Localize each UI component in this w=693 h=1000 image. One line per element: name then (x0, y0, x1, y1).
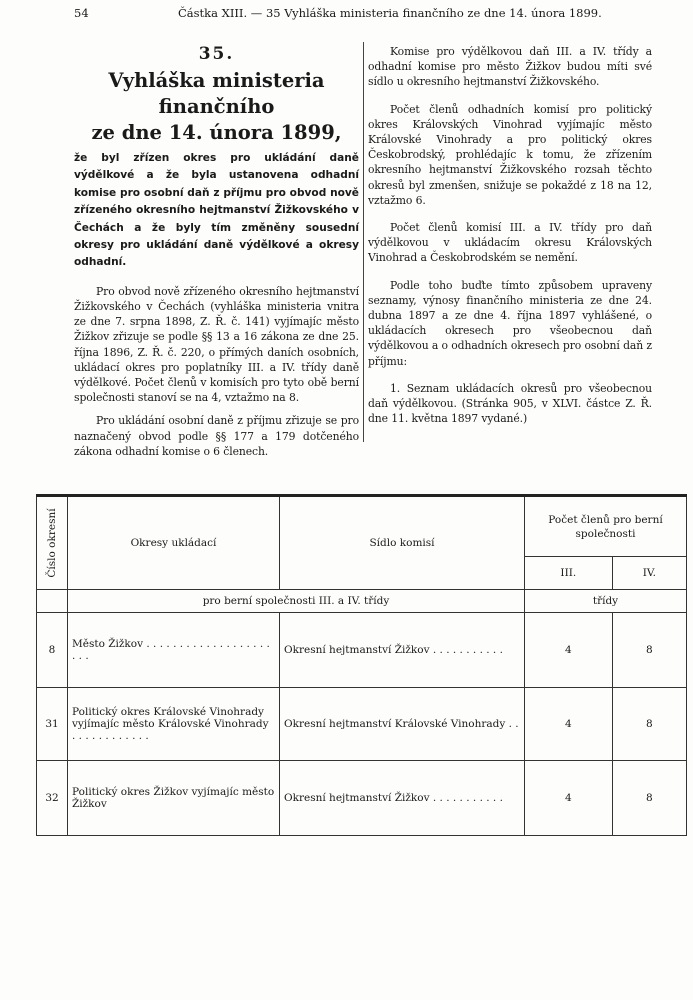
row-okres: Politický okres Žižkov vyjímajíc město Žižkov (68, 761, 280, 836)
left-paragraph-1: Pro obvod nově zřízeného okresního hejtmanství Žižkovského v Čechách (vyhláška ministeria vnitra ze dne 7. srpna 1898, Z. Ř. č. 141) vyjímajíc město Žižkov zřizuje se podle §§ 13 a 16 zákona ze dne 25. října 1896, Z. Ř. č. 220, o přímých daních osobních, ukládací okres pro poplatníky III. a IV. třídy daně výdělkové. Počet členů v komisích pro tyto obě berní společnosti stanoví se na 4, vztažmo na 8. (74, 284, 359, 405)
right-paragraph-1: Komise pro výdělkovou daň III. a IV. třídy a odhadní komise pro město Žižkov budou míti své sídlo u okresního hejtmanství Žižkovského. (368, 45, 652, 89)
header-sidlo: Sídlo komisí (280, 496, 525, 590)
row-number: 32 (37, 761, 68, 836)
header-cislo-label: Číslo okresní (46, 508, 58, 578)
decree-title-line-1: Vyhláška ministeria finančního (108, 69, 325, 118)
row-iv: 8 (612, 761, 686, 836)
row-sidlo: Okresní hejtmanství Královské Vinohrady . . (280, 688, 525, 761)
left-column (74, 44, 359, 459)
decree-subtitle: že byl zřízen okres pro ukládání daně výdělkové a že byla ustanovena odhadní komise pro osobní daň z příjmu pro obvod nově zřízeného okresního hejtmanství Žižkovského v Čechách a že byly tím změněny sousední okresy pro ukládání daně výdělkové a okresy odhadní. (74, 152, 359, 269)
row-okres: Město Žižkov . . . . . . . . . . . . . . . . . . . . . . (68, 613, 280, 688)
row-okres: Politický okres Královské Vinohrady vyjímajíc město Královské Vinohrady . . . . . . . . . . . . (68, 688, 280, 761)
right-paragraph-5: 1. Seznam ukládacích okresů pro všeobecnou daň výdělkovou. (Stránka 905, v XLVI. částce Z. Ř. dne 11. května 1897 vydané.) (368, 381, 652, 426)
decree-number: 35. (198, 44, 235, 64)
left-paragraph-2: Pro ukládání osobní daně z příjmu zřizuje se pro naznačený obvod podle §§ 177 a 179 dotčeného zákona odhadní komise o 6 členech. (74, 414, 359, 458)
row-number: 8 (37, 613, 68, 688)
right-column (368, 44, 652, 426)
page-number: 54 (74, 6, 89, 20)
header-pocet: Počet členů pro berní společnosti (525, 496, 687, 557)
row-number: 31 (37, 688, 68, 761)
row-iv: 8 (612, 688, 686, 761)
table-row (37, 613, 687, 688)
table-row (37, 688, 687, 761)
row-iii: 4 (525, 688, 613, 761)
group-label: pro berní společnosti III. a IV. třídy (68, 590, 525, 613)
right-paragraph-2: Počet členů odhadních komisí pro politický okres Královských Vinohrad vyjímajíc město Královské Vinohrady a pro politický okres Českobrodský, prohlédajíc k tomu, že zřízením okresního hejtmanství Žižkovského rozsah těchto okresů byl zmenšen, snižuje se pokaždé z 18 na 12, vztažmo 6. (368, 102, 652, 207)
header-cislo (37, 496, 68, 590)
right-paragraph-3: Počet členů komisí III. a IV. třídy pro daň výdělkovou v ukládacím okresu Královských Vinohrad a Českobrodském se nemění. (368, 221, 652, 265)
row-sidlo: Okresní hejtmanství Žižkov . . . . . . . . . . . (280, 761, 525, 836)
table-header-row (37, 496, 687, 557)
table-group-row (37, 590, 687, 613)
row-iii: 4 (525, 613, 613, 688)
register-table (36, 494, 687, 836)
row-iii: 4 (525, 761, 613, 836)
group-right-label: třídy (525, 590, 687, 613)
table-row (37, 761, 687, 836)
running-title: Částka XIII. — 35 Vyhláška ministeria finančního ze dne 14. února 1899. (178, 6, 602, 20)
page-header (0, 6, 693, 26)
right-paragraph-4: Podle toho buďte tímto způsobem upraveny seznamy, výnosy finančního ministeria ze dne 24. dubna 1897 a ze dne 4. října 1897 vyhlášené, o ukládacích okresech pro všeobecnou daň výdělkovou a o odhadních okresech pro osobní daň z příjmu: (368, 278, 653, 368)
header-iii: III. (525, 557, 613, 590)
header-okresy: Okresy ukládací (68, 496, 280, 590)
row-sidlo: Okresní hejtmanství Žižkov . . . . . . . . . . . (280, 613, 525, 688)
header-iv: IV. (612, 557, 686, 590)
register-table-wrapper (36, 494, 687, 836)
row-iv: 8 (612, 613, 686, 688)
column-divider (363, 42, 364, 442)
decree-title-line-2: ze dne 14. února 1899, (91, 121, 342, 144)
